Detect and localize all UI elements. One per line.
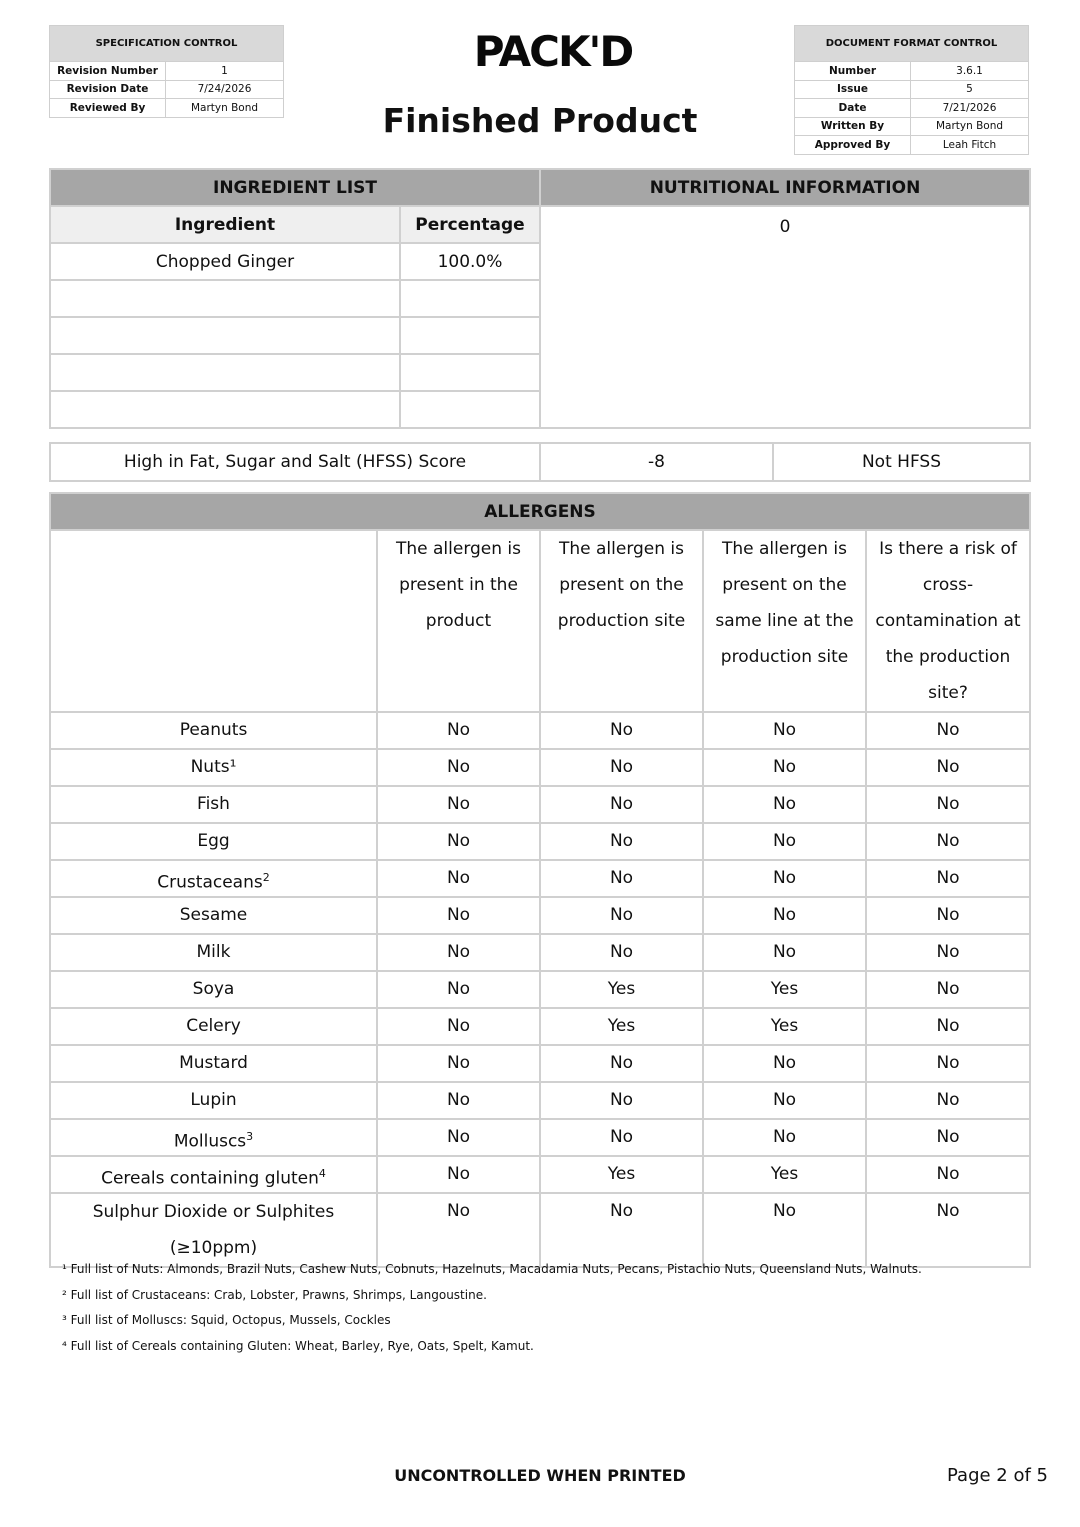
allergen-value: No — [377, 823, 540, 860]
doc-value: 7/21/2026 — [911, 99, 1029, 118]
table-row — [50, 823, 1030, 860]
table-row — [50, 1193, 1030, 1267]
hfss-table — [49, 442, 1031, 482]
footnotes — [62, 1261, 1022, 1363]
footnote: ¹ Full list of Nuts: Almonds, Brazil Nuts, Cashew Nuts, Cobnuts, Hazelnuts, Macadamia Nuts, Pecans, Pistachio Nuts, Queensland Nuts, Walnuts. — [62, 1262, 922, 1276]
allergen-value: No — [703, 1193, 866, 1267]
allergen-value: No — [377, 786, 540, 823]
ingredient-name — [50, 280, 400, 317]
table-row — [50, 971, 1030, 1008]
doc-value: 5 — [911, 80, 1029, 99]
table-row — [50, 712, 1030, 749]
allergen-value: No — [377, 1045, 540, 1082]
spec-value: 1 — [166, 62, 284, 81]
uncontrolled-notice: UNCONTROLLED WHEN PRINTED — [394, 1466, 686, 1485]
ingredient-name — [50, 391, 400, 428]
ingredient-percentage — [400, 354, 540, 391]
ingredient-name: Chopped Ginger — [50, 243, 400, 280]
footnote-marker: 3 — [246, 1130, 254, 1143]
allergen-name — [50, 1119, 377, 1156]
footnote: ⁴ Full list of Cereals containing Gluten: Wheat, Barley, Rye, Oats, Spelt, Kamut. — [62, 1338, 534, 1353]
allergen-value: No — [377, 971, 540, 1008]
doc-control-title: DOCUMENT FORMAT CONTROL — [795, 26, 1029, 62]
allergen-value: No — [866, 749, 1030, 786]
table-row — [50, 934, 1030, 971]
allergen-value: No — [540, 712, 703, 749]
allergen-name — [50, 934, 377, 971]
allergen-name — [50, 860, 377, 897]
allergen-value: No — [703, 712, 866, 749]
allergen-value: No — [866, 1082, 1030, 1119]
allergen-name-text: Sulphur Dioxide or Sulphites (≥10ppm) — [92, 1202, 335, 1258]
allergen-value: No — [703, 1045, 866, 1082]
percentage-column-header: Percentage — [400, 206, 540, 243]
allergen-value: No — [866, 897, 1030, 934]
allergen-name — [50, 1156, 377, 1193]
allergen-name-text: Molluscs — [173, 1131, 247, 1152]
allergen-name-text: Lupin — [190, 1090, 237, 1110]
allergen-name — [50, 712, 377, 749]
ingredient-percentage — [400, 391, 540, 428]
allergen-name — [50, 971, 377, 1008]
allergen-value: No — [866, 1156, 1030, 1193]
packd-logo: PACK'D — [473, 27, 633, 76]
allergen-value: Yes — [540, 971, 703, 1008]
allergen-name-text: Mustard — [179, 1053, 248, 1073]
allergen-value: No — [377, 860, 540, 897]
ingredient-name — [50, 317, 400, 354]
allergen-name-text: Milk — [196, 942, 231, 962]
allergen-name-text: Celery — [186, 1016, 241, 1036]
allergen-value: No — [377, 1156, 540, 1193]
column-present-on-site: The allergen is present on the production site — [540, 530, 703, 712]
column-present-in-product: The allergen is present in the product — [377, 530, 540, 712]
table-row — [50, 1045, 1030, 1082]
allergen-name — [50, 1045, 377, 1082]
allergen-name — [50, 823, 377, 860]
table-row — [50, 1008, 1030, 1045]
allergen-name — [50, 1082, 377, 1119]
ingredient-list-header: INGREDIENT LIST — [50, 169, 540, 206]
allergen-value: No — [866, 1193, 1030, 1267]
allergen-name-text: Soya — [192, 979, 235, 999]
allergen-value: No — [540, 1193, 703, 1267]
allergen-value: No — [703, 1119, 866, 1156]
nutrition-value: 0 — [540, 206, 1030, 428]
hfss-result: Not HFSS — [773, 443, 1030, 481]
spec-label: Revision Number — [50, 62, 166, 81]
table-row — [50, 860, 1030, 897]
nutritional-information-header: NUTRITIONAL INFORMATION — [540, 169, 1030, 206]
doc-label: Number — [795, 62, 911, 81]
hfss-label: High in Fat, Sugar and Salt (HFSS) Score — [50, 443, 540, 481]
doc-label: Written By — [795, 117, 911, 136]
allergen-value: No — [703, 823, 866, 860]
allergen-value: No — [866, 1119, 1030, 1156]
allergen-value: Yes — [703, 971, 866, 1008]
allergen-value: No — [540, 1119, 703, 1156]
allergen-value: No — [540, 823, 703, 860]
allergen-value: No — [866, 934, 1030, 971]
allergen-name-column-header — [50, 530, 377, 712]
ingredient-percentage — [400, 317, 540, 354]
ingredient-percentage — [400, 280, 540, 317]
ingredient-column-header: Ingredient — [50, 206, 400, 243]
doc-label: Approved By — [795, 136, 911, 155]
allergen-name-text: Sesame — [179, 905, 248, 925]
table-row — [50, 897, 1030, 934]
allergen-value: Yes — [703, 1008, 866, 1045]
allergen-value: No — [377, 934, 540, 971]
page-title: Finished Product — [382, 101, 698, 140]
allergen-value: No — [377, 749, 540, 786]
table-row — [50, 1119, 1030, 1156]
footnote-marker: 4 — [318, 1167, 326, 1180]
column-present-on-line: The allergen is present on the same line at the production site — [703, 530, 866, 712]
table-row — [50, 749, 1030, 786]
doc-value: Leah Fitch — [911, 136, 1029, 155]
allergen-value: No — [866, 712, 1030, 749]
allergen-value: No — [377, 1008, 540, 1045]
table-row — [50, 1156, 1030, 1193]
allergen-value: No — [377, 897, 540, 934]
allergen-value: No — [540, 749, 703, 786]
allergen-name-text: Fish — [197, 794, 230, 814]
allergen-rows — [50, 712, 1030, 1267]
spec-label: Reviewed By — [50, 99, 166, 118]
allergen-name — [50, 749, 377, 786]
allergen-value: No — [866, 823, 1030, 860]
spec-value: Martyn Bond — [166, 99, 284, 118]
allergen-value: No — [703, 860, 866, 897]
allergen-value: No — [866, 860, 1030, 897]
allergen-value: No — [540, 1045, 703, 1082]
allergen-name-text: Nuts¹ — [190, 757, 237, 777]
allergen-value: No — [377, 712, 540, 749]
allergen-value: Yes — [703, 1156, 866, 1193]
allergen-value: No — [540, 860, 703, 897]
doc-value: Martyn Bond — [911, 117, 1029, 136]
allergen-name — [50, 897, 377, 934]
allergens-table — [49, 492, 1031, 1268]
footnote-marker: 2 — [262, 871, 270, 884]
page-number: Page 2 of 5 — [947, 1465, 1048, 1486]
allergen-value: No — [866, 1008, 1030, 1045]
allergens-header: ALLERGENS — [50, 493, 1030, 530]
allergen-value: Yes — [540, 1008, 703, 1045]
allergen-value: No — [540, 897, 703, 934]
allergen-value: No — [703, 786, 866, 823]
allergen-value: No — [377, 1082, 540, 1119]
allergen-value: No — [703, 1082, 866, 1119]
allergen-value: No — [703, 749, 866, 786]
allergen-value: No — [377, 1193, 540, 1267]
allergen-name-text: Cereals containing gluten — [101, 1168, 319, 1189]
doc-label: Issue — [795, 80, 911, 99]
document-format-control-table — [794, 25, 1029, 155]
allergen-value: No — [866, 1045, 1030, 1082]
allergen-value: No — [866, 971, 1030, 1008]
allergen-value: No — [377, 1119, 540, 1156]
allergen-value: Yes — [540, 1156, 703, 1193]
table-row — [50, 1082, 1030, 1119]
doc-value: 3.6.1 — [911, 62, 1029, 81]
allergen-name-text: Egg — [197, 831, 230, 851]
footnote: ³ Full list of Molluscs: Squid, Octopus, Mussels, Cockles — [62, 1313, 391, 1327]
allergen-name-text: Crustaceans — [157, 872, 263, 893]
ingredient-name — [50, 354, 400, 391]
footnote: ² Full list of Crustaceans: Crab, Lobster, Prawns, Shrimps, Langoustine. — [62, 1287, 487, 1302]
allergen-name-text: Peanuts — [179, 720, 248, 740]
allergen-name — [50, 1008, 377, 1045]
table-row — [50, 786, 1030, 823]
allergen-name — [50, 786, 377, 823]
allergen-name — [50, 1193, 377, 1267]
allergen-value: No — [703, 897, 866, 934]
allergen-value: No — [540, 934, 703, 971]
ingredient-nutrition-table — [49, 168, 1031, 429]
allergen-value: No — [866, 786, 1030, 823]
spec-value: 7/24/2026 — [166, 80, 284, 99]
spec-control-title: SPECIFICATION CONTROL — [50, 26, 284, 62]
allergen-value: No — [540, 786, 703, 823]
ingredient-percentage: 100.0% — [400, 243, 540, 280]
allergen-value: No — [540, 1082, 703, 1119]
spec-label: Revision Date — [50, 80, 166, 99]
doc-label: Date — [795, 99, 911, 118]
column-cross-contamination-risk: Is there a risk of cross-contamination at the production site? — [866, 530, 1030, 712]
allergen-value: No — [703, 934, 866, 971]
specification-control-table — [49, 25, 284, 118]
hfss-score: -8 — [540, 443, 773, 481]
